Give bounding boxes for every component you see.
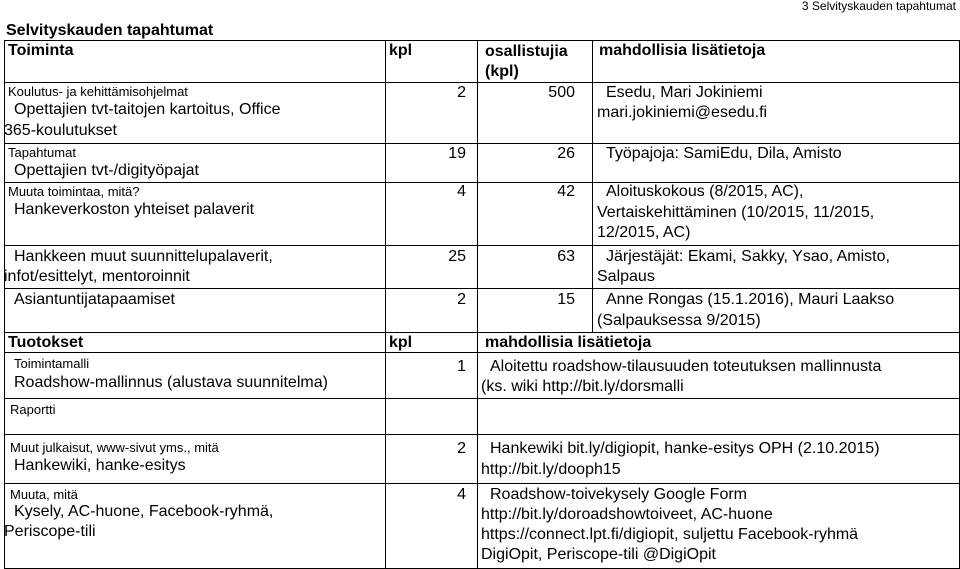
row-info: Esedu, Mari Jokiniemi: [606, 84, 763, 101]
row-info: http://bit.ly/dooph15: [481, 461, 621, 478]
row-detail: Hankewiki, hanke-esitys: [14, 457, 186, 474]
row-category: Muut julkaisut, www-sivut yms., mitä: [10, 440, 219, 455]
row-info: DigiOpit, Periscope-tili @DigiOpit: [481, 546, 716, 563]
row-category: Raportti: [10, 402, 56, 417]
row-detail: Periscope-tili: [4, 523, 96, 540]
document-title: Selvityskauden tapahtumat: [6, 22, 214, 39]
row-info: http://bit.ly/doroadshowtoiveet, AC-huone: [481, 506, 773, 523]
row-detail: Opettajien tvt-taitojen kartoitus, Office: [14, 101, 281, 118]
row-category: Koulutus- ja kehittämisohjelmat: [8, 84, 188, 99]
row-participants: 500: [548, 84, 575, 101]
row-count: 2: [457, 440, 466, 457]
row-detail: Hankeverkoston yhteiset palaverit: [14, 201, 255, 218]
row-category: Muuta toimintaa, mitä?: [8, 184, 140, 199]
header-activity: Toiminta: [8, 42, 74, 59]
row-participants: 15: [557, 291, 575, 308]
row-info: https://connect.lpt.fi/digiopit, suljettu Facebook-ryhmä: [481, 526, 859, 543]
row-info: Anne Rongas (15.1.2016), Mauri Laakso: [606, 291, 895, 308]
row-count: 19: [448, 145, 466, 162]
row-info: Järjestäjät: Ekami, Sakky, Ysao, Amisto,: [606, 248, 890, 265]
row-detail: Roadshow-mallinnus (alustava suunnitelma): [14, 374, 328, 391]
row-participants: 63: [557, 248, 575, 265]
row-count: 25: [448, 248, 466, 265]
header-info: mahdollisia lisätietoja: [485, 334, 652, 351]
row-participants: 26: [557, 145, 575, 162]
header-participants: osallistujia (kpl): [485, 43, 568, 80]
row-detail: Asiantuntijatapaamiset: [14, 291, 175, 308]
row-info: Aloituskokous (8/2015, AC),: [606, 183, 804, 200]
row-count: 4: [457, 486, 466, 503]
row-info: Salpaus: [597, 268, 655, 285]
row-detail: infot/esittelyt, mentoroinnit: [4, 268, 190, 285]
row-info: Työpajoja: SamiEdu, Dila, Amisto: [606, 145, 842, 162]
row-participants: 42: [557, 183, 575, 200]
header-count: kpl: [389, 334, 413, 351]
row-category: Muuta, mitä: [10, 487, 78, 502]
row-category: Tapahtumat: [8, 145, 76, 160]
row-info: (Salpauksessa 9/2015): [597, 312, 761, 329]
row-info: 12/2015, AC): [597, 224, 691, 241]
row-detail: Hankkeen muut suunnittelupalaverit,: [14, 248, 273, 265]
row-info: Hankewiki bit.ly/digiopit, hanke-esitys OPH (2.10.2015): [490, 440, 880, 457]
row-count: 2: [457, 84, 466, 101]
row-detail: 365-koulutukset: [4, 122, 117, 139]
page-header: 3 Selvityskauden tapahtumat: [801, 0, 956, 13]
row-info: mari.jokiniemi@esedu.fi: [597, 104, 768, 121]
row-detail: Kysely, AC-huone, Facebook-ryhmä,: [14, 503, 274, 520]
row-info: Vertaiskehittäminen (10/2015, 11/2015,: [597, 204, 875, 221]
row-detail: Opettajien tvt-/digityöpajat: [14, 162, 199, 179]
header-outputs: Tuotokset: [8, 334, 84, 351]
row-count: 2: [457, 291, 466, 308]
row-count: 1: [457, 358, 466, 375]
row-category: Toimintamalli: [14, 356, 90, 371]
row-info: (ks. wiki http://bit.ly/dorsmalli: [481, 378, 684, 395]
row-count: 4: [457, 183, 466, 200]
header-info: mahdollisia lisätietoja: [599, 42, 766, 59]
row-info: Aloitettu roadshow-tilausuuden toteutuksen mallinnusta: [490, 358, 882, 375]
header-count: kpl: [389, 42, 413, 59]
row-info: Roadshow-toivekysely Google Form: [490, 486, 747, 503]
